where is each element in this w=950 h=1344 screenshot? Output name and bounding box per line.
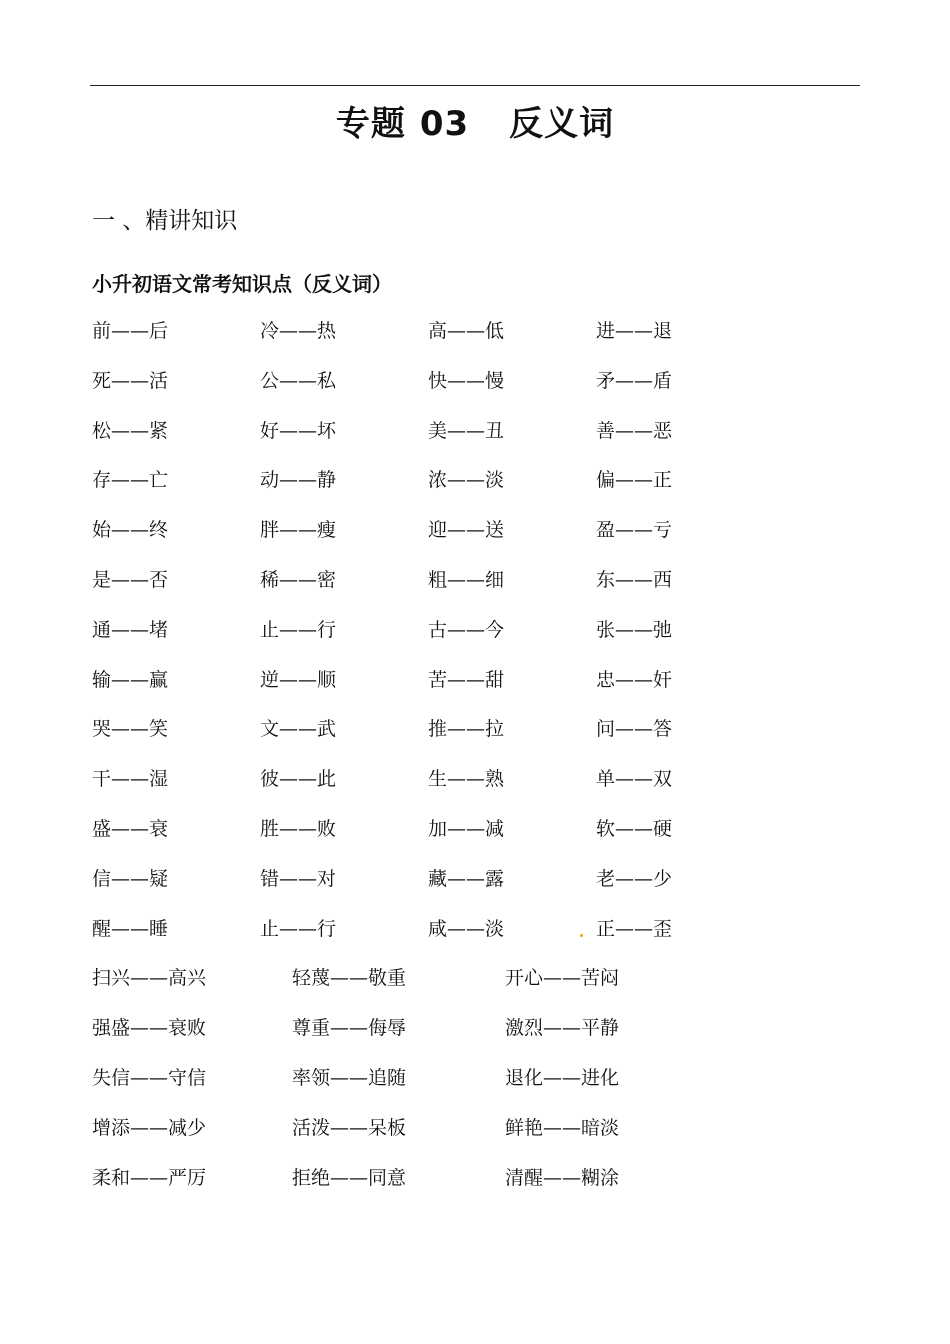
antonym-pair: 存——亡: [92, 469, 169, 492]
antonym-pair: 轻蔑——敬重: [292, 967, 407, 990]
antonym-pair: 胜——败: [260, 818, 337, 840]
pair-row: [0, 416, 950, 446]
antonym-pair: 美——丑: [428, 419, 505, 442]
antonym-pair: 清醒——糊涂: [505, 1166, 620, 1189]
antonym-pair: 公——私: [260, 369, 337, 392]
stray-dot: [580, 934, 583, 937]
antonym-pair: 忠——奸: [596, 668, 673, 691]
pair-row: [0, 565, 950, 595]
header-rule: [90, 85, 860, 86]
pair-row: [0, 465, 950, 495]
pair-row: [0, 1113, 950, 1143]
antonym-pair: 软——硬: [596, 818, 673, 840]
antonym-pair: 柔和——严厉: [92, 1166, 207, 1189]
title-number: 03: [419, 104, 470, 144]
antonym-pair: 止——行: [260, 618, 337, 641]
antonym-pair: 冷——热: [260, 320, 337, 342]
pair-row: [0, 515, 950, 545]
antonym-pair: 逆——顺: [260, 668, 337, 691]
antonym-pair: 开心——苦闷: [505, 967, 620, 990]
pair-row: [0, 914, 950, 944]
page-title: [0, 96, 950, 145]
antonym-pair: 生——熟: [428, 768, 505, 791]
pair-row: [0, 714, 950, 744]
antonym-pair: 强盛——衰败: [92, 1017, 207, 1040]
antonym-pair: 扫兴——高兴: [92, 967, 207, 990]
pair-row: [0, 864, 950, 894]
antonym-pair: 活泼——呆板: [292, 1116, 407, 1139]
antonym-pair: 善——恶: [596, 419, 673, 442]
antonym-pair: 彼——此: [260, 768, 337, 791]
title-prefix: 专题: [335, 104, 406, 144]
pair-row: [0, 366, 950, 396]
antonym-pair: 问——答: [596, 718, 673, 741]
antonym-pair: 迎——送: [428, 519, 505, 542]
antonym-pair: 正——歪: [596, 917, 673, 940]
pair-row: [0, 814, 950, 844]
antonym-pair: 死——活: [92, 369, 169, 392]
antonym-pair: 胖——瘦: [260, 519, 337, 542]
antonym-pair: 稀——密: [260, 569, 337, 591]
antonym-pair: 信——疑: [92, 867, 169, 890]
antonym-pair: 率领——追随: [292, 1067, 407, 1089]
antonym-pair: 松——紧: [92, 419, 169, 442]
pair-row: [0, 764, 950, 794]
antonym-pair: 退化——进化: [505, 1067, 620, 1089]
antonym-pair: 失信——守信: [92, 1067, 207, 1089]
antonym-pair: 单——双: [596, 768, 673, 791]
antonym-pair: 进——退: [596, 320, 673, 342]
antonym-pair: 快——慢: [428, 369, 505, 392]
antonym-pair: 咸——淡: [428, 917, 505, 940]
antonym-pair: 苦——甜: [428, 668, 505, 691]
pair-row: [0, 665, 950, 695]
antonym-pair: 激烈——平静: [505, 1017, 620, 1040]
antonym-pair: 藏——露: [428, 867, 505, 890]
pair-row: [0, 963, 950, 993]
antonym-pair: 哭——笑: [92, 718, 169, 741]
antonym-pair: 盛——衰: [92, 818, 169, 840]
antonym-pair: 止——行: [260, 917, 337, 940]
antonym-pair: 偏——正: [596, 469, 673, 492]
antonym-pair: 错——对: [260, 867, 337, 890]
subtitle: 小升初语文常考知识点（反义词）: [92, 272, 392, 296]
antonym-pair: 古——今: [428, 618, 505, 641]
antonym-pair: 粗——细: [428, 569, 505, 591]
antonym-pair: 老——少: [596, 867, 673, 890]
antonym-pair: 通——堵: [92, 618, 169, 641]
antonym-pair: 盈——亏: [596, 519, 673, 542]
antonym-pair: 好——坏: [260, 419, 337, 442]
antonym-pair: 是——否: [92, 569, 169, 591]
pair-row: [0, 1163, 950, 1193]
antonym-pair: 醒——睡: [92, 917, 169, 940]
antonym-pair: 前——后: [92, 320, 169, 342]
antonym-pair: 文——武: [260, 718, 337, 741]
antonym-pair: 浓——淡: [428, 469, 505, 492]
antonym-pair: 动——静: [260, 469, 337, 492]
antonym-pair: 高——低: [428, 320, 505, 342]
antonym-pair: 尊重——侮辱: [292, 1017, 407, 1040]
pair-row: [0, 1013, 950, 1043]
pair-row: [0, 615, 950, 645]
antonym-pair: 矛——盾: [596, 369, 673, 392]
pair-row: [0, 1063, 950, 1093]
antonym-pair: 输——赢: [92, 668, 169, 691]
pair-row: [0, 316, 950, 346]
antonym-pair: 张——弛: [596, 618, 673, 641]
antonym-pair: 始——终: [92, 519, 169, 542]
antonym-pair: 东——西: [596, 569, 673, 591]
antonym-pair: 加——减: [428, 818, 505, 840]
antonym-pair: 拒绝——同意: [292, 1166, 407, 1189]
section-heading: 一 、精讲知识: [92, 208, 238, 234]
antonym-pair: 干——湿: [92, 768, 169, 791]
antonym-pair: 增添——减少: [92, 1116, 207, 1139]
antonym-pair: 推——拉: [428, 718, 505, 741]
title-topic: 反义词: [509, 104, 615, 144]
antonym-pair: 鲜艳——暗淡: [505, 1116, 620, 1139]
